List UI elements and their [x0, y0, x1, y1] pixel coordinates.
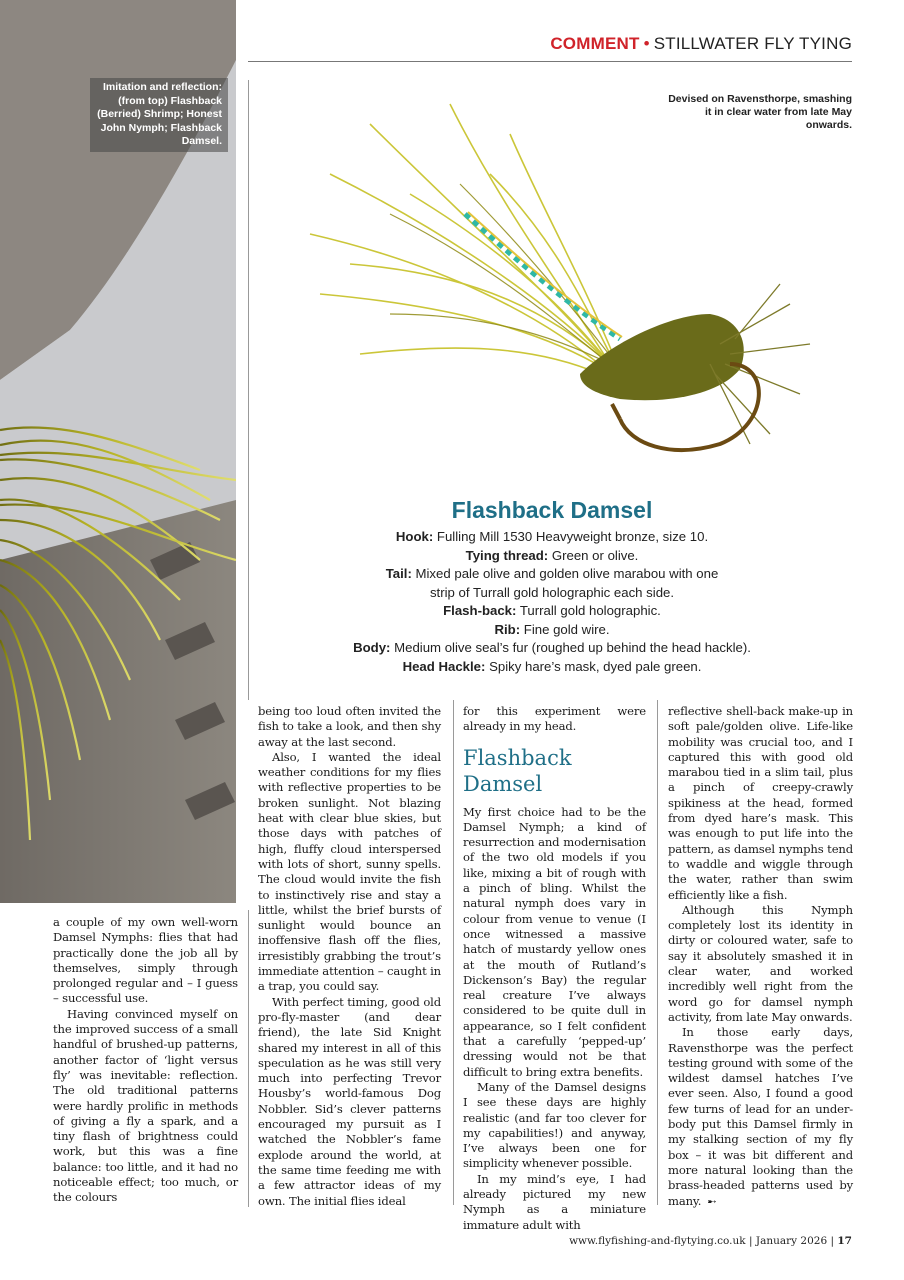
- recipe-line-rib: Rib: Fine gold wire.: [494, 621, 610, 637]
- left-photo-caption: Imitation and reflection: (from top) Flashback (Berried) Shrimp; Honest John Nymph; Flashback Damsel.: [90, 78, 228, 152]
- recipe-line-thread: Tying thread: Green or olive.: [465, 547, 639, 563]
- recipe-title: Flashback Damsel: [451, 497, 653, 523]
- paragraph: for this experiment were already in my head.: [463, 704, 646, 734]
- paragraph: being too loud often invited the fish to take a look, and then shy away at the last second.: [258, 704, 441, 749]
- footer-url[interactable]: www.flyfishing-and-flytying.co.uk: [569, 1235, 746, 1247]
- header-rule: [248, 61, 852, 62]
- subsection-label: STILLWATER FLY TYING: [653, 34, 852, 53]
- paragraph: Many of the Damsel designs I see these days are highly realistic (and far too clever for my capabilities!) and anyway, I’ve always been one for simplicity whenever possible.: [463, 1079, 646, 1171]
- column-divider: [248, 80, 249, 700]
- recipe-line-body: Body: Medium olive seal’s fur (roughed up behind the head hackle).: [353, 640, 751, 655]
- footer-issue: January 2026: [755, 1235, 828, 1247]
- paragraph: With perfect timing, good old pro-fly-master (and dear friend), the late Sid Knight shared my interest in all of this speculation as he was still very much into perfecting Trevor Housby’s world-famous Dog Nobbler. Sid’s clever patterns encouraged my pursuit as I watched the Nobbler’s fame explode around the world, at the same time feeding me with a few attractor ideas of my own. The initial flies ideal: [258, 994, 441, 1208]
- header-separator: •: [643, 34, 650, 53]
- paragraph: reflective shell-back make-up in soft pale/golden olive. Life-like mobility was crucial too, and I captured this with good old marabou tied in a slim tail, plus a pinch of creepy-crawly spikiness at the head, formed from dyed hare’s mask. This was enough to put life into the pattern, as damsel nymphs tend to waddle and wiggle through the water, rather than swim efficiently like a fish.: [668, 704, 853, 902]
- column-rule-3: [657, 700, 658, 1205]
- paragraph: My first choice had to be the Damsel Nymph; a kind of resurrection and modernisation of the two old models if you like, mixing a bit of rough with a pinch of bling. Whilst the natural nymph does vary in colour from venue to venue (I once witnessed a massive hatch of mustardy yellow ones at the mouth of Rutland’s Dickenson’s Bay) the regular real creature I’ve always considered to be quite dull in appearance, so I felt confident that a carefully ‘pepped-up’ dressing would not be that difficult to bring extra benefits.: [463, 804, 646, 1079]
- page-number: 17: [837, 1235, 852, 1247]
- column-rule-2: [453, 700, 454, 1205]
- paragraph: In my mind’s eye, I had already pictured my new Nymph as a miniature immature adult with: [463, 1171, 646, 1232]
- recipe-line-flashback: Flash-back: Turrall gold holographic.: [443, 603, 661, 618]
- section-label: COMMENT: [550, 34, 640, 53]
- footer-divider: |: [748, 1235, 753, 1247]
- article-column-2: [258, 704, 441, 1209]
- article-column-3: [463, 704, 646, 1233]
- running-header: [550, 34, 852, 54]
- article-column-4: [668, 704, 853, 1209]
- continue-arrow-icon: ➸: [707, 1194, 717, 1208]
- recipe-line-head-hackle: Head Hackle: Spiky hare’s mask, dyed pale green.: [402, 658, 702, 674]
- paragraph: a couple of my own well-worn Damsel Nymphs: flies that had practically done the job all by themselves, simply through prolonged regular and – I guess – successful use.: [53, 915, 238, 1006]
- article-subhead: Flashback Damsel: [463, 745, 572, 796]
- column-rule-1: [248, 910, 249, 1207]
- paragraph: In those early days, Ravensthorpe was the perfect testing ground with some of the wildest damsel hatches I’ve ever seen. Also, I found a good few turns of lead for an under-body put this Damsel firmly in my stalking section of my fly box – it was bit different and more natural looking than the brass-headed patterns used by many. ➸: [668, 1025, 853, 1208]
- footer-divider: |: [830, 1235, 835, 1247]
- hero-caption: Devised on Ravensthorpe, smashing it in clear water from late May onwards.: [668, 93, 852, 131]
- recipe-line-tail: Tail: Mixed pale olive and golden olive marabou with one: [385, 566, 719, 581]
- page-footer: [569, 1235, 852, 1247]
- paragraph: Also, I wanted the ideal weather conditions for my flies with reflective properties to be broken sunlight. Not blazing heat with clear blue skies, but those days with patches of high, fluffy cloud interspersed with lots of short, sunny spells. The cloud would invite the fish to instinctively rise and stay a little, whilst the brief bursts of sunlight would bounce an inoffensive flash off the flies, irresistibly grabbing the trout’s immediate attention – caught in a trap, you could say.: [258, 749, 441, 994]
- left-photo: [0, 0, 236, 903]
- fly-recipe: [250, 497, 854, 676]
- recipe-line-hook: Hook: Fulling Mill 1530 Heavyweight bronze, size 10.: [395, 529, 709, 544]
- article-column-1: [53, 915, 238, 1206]
- paragraph: Although this Nymph completely lost its identity in dirty or coloured water, safe to say it absolutely smashed it in clear water, and worked incredibly well right from the word go for damsel nymph activity, from late May onwards.: [668, 902, 853, 1024]
- paragraph: Having convinced myself on the improved success of a small handful of brushed-up patterns, another factor of ‘light versus fly’ was inevitable: reflection. The old traditional patterns were hardly prolific in methods of giving a fly a spark, and a tiny flash of brightness could work, but this was a fine balance: too little, and it had no noticeable effect; too much, or the colours: [53, 1006, 238, 1205]
- recipe-line-tail-cont: strip of Turrall gold holographic each side.: [429, 584, 675, 600]
